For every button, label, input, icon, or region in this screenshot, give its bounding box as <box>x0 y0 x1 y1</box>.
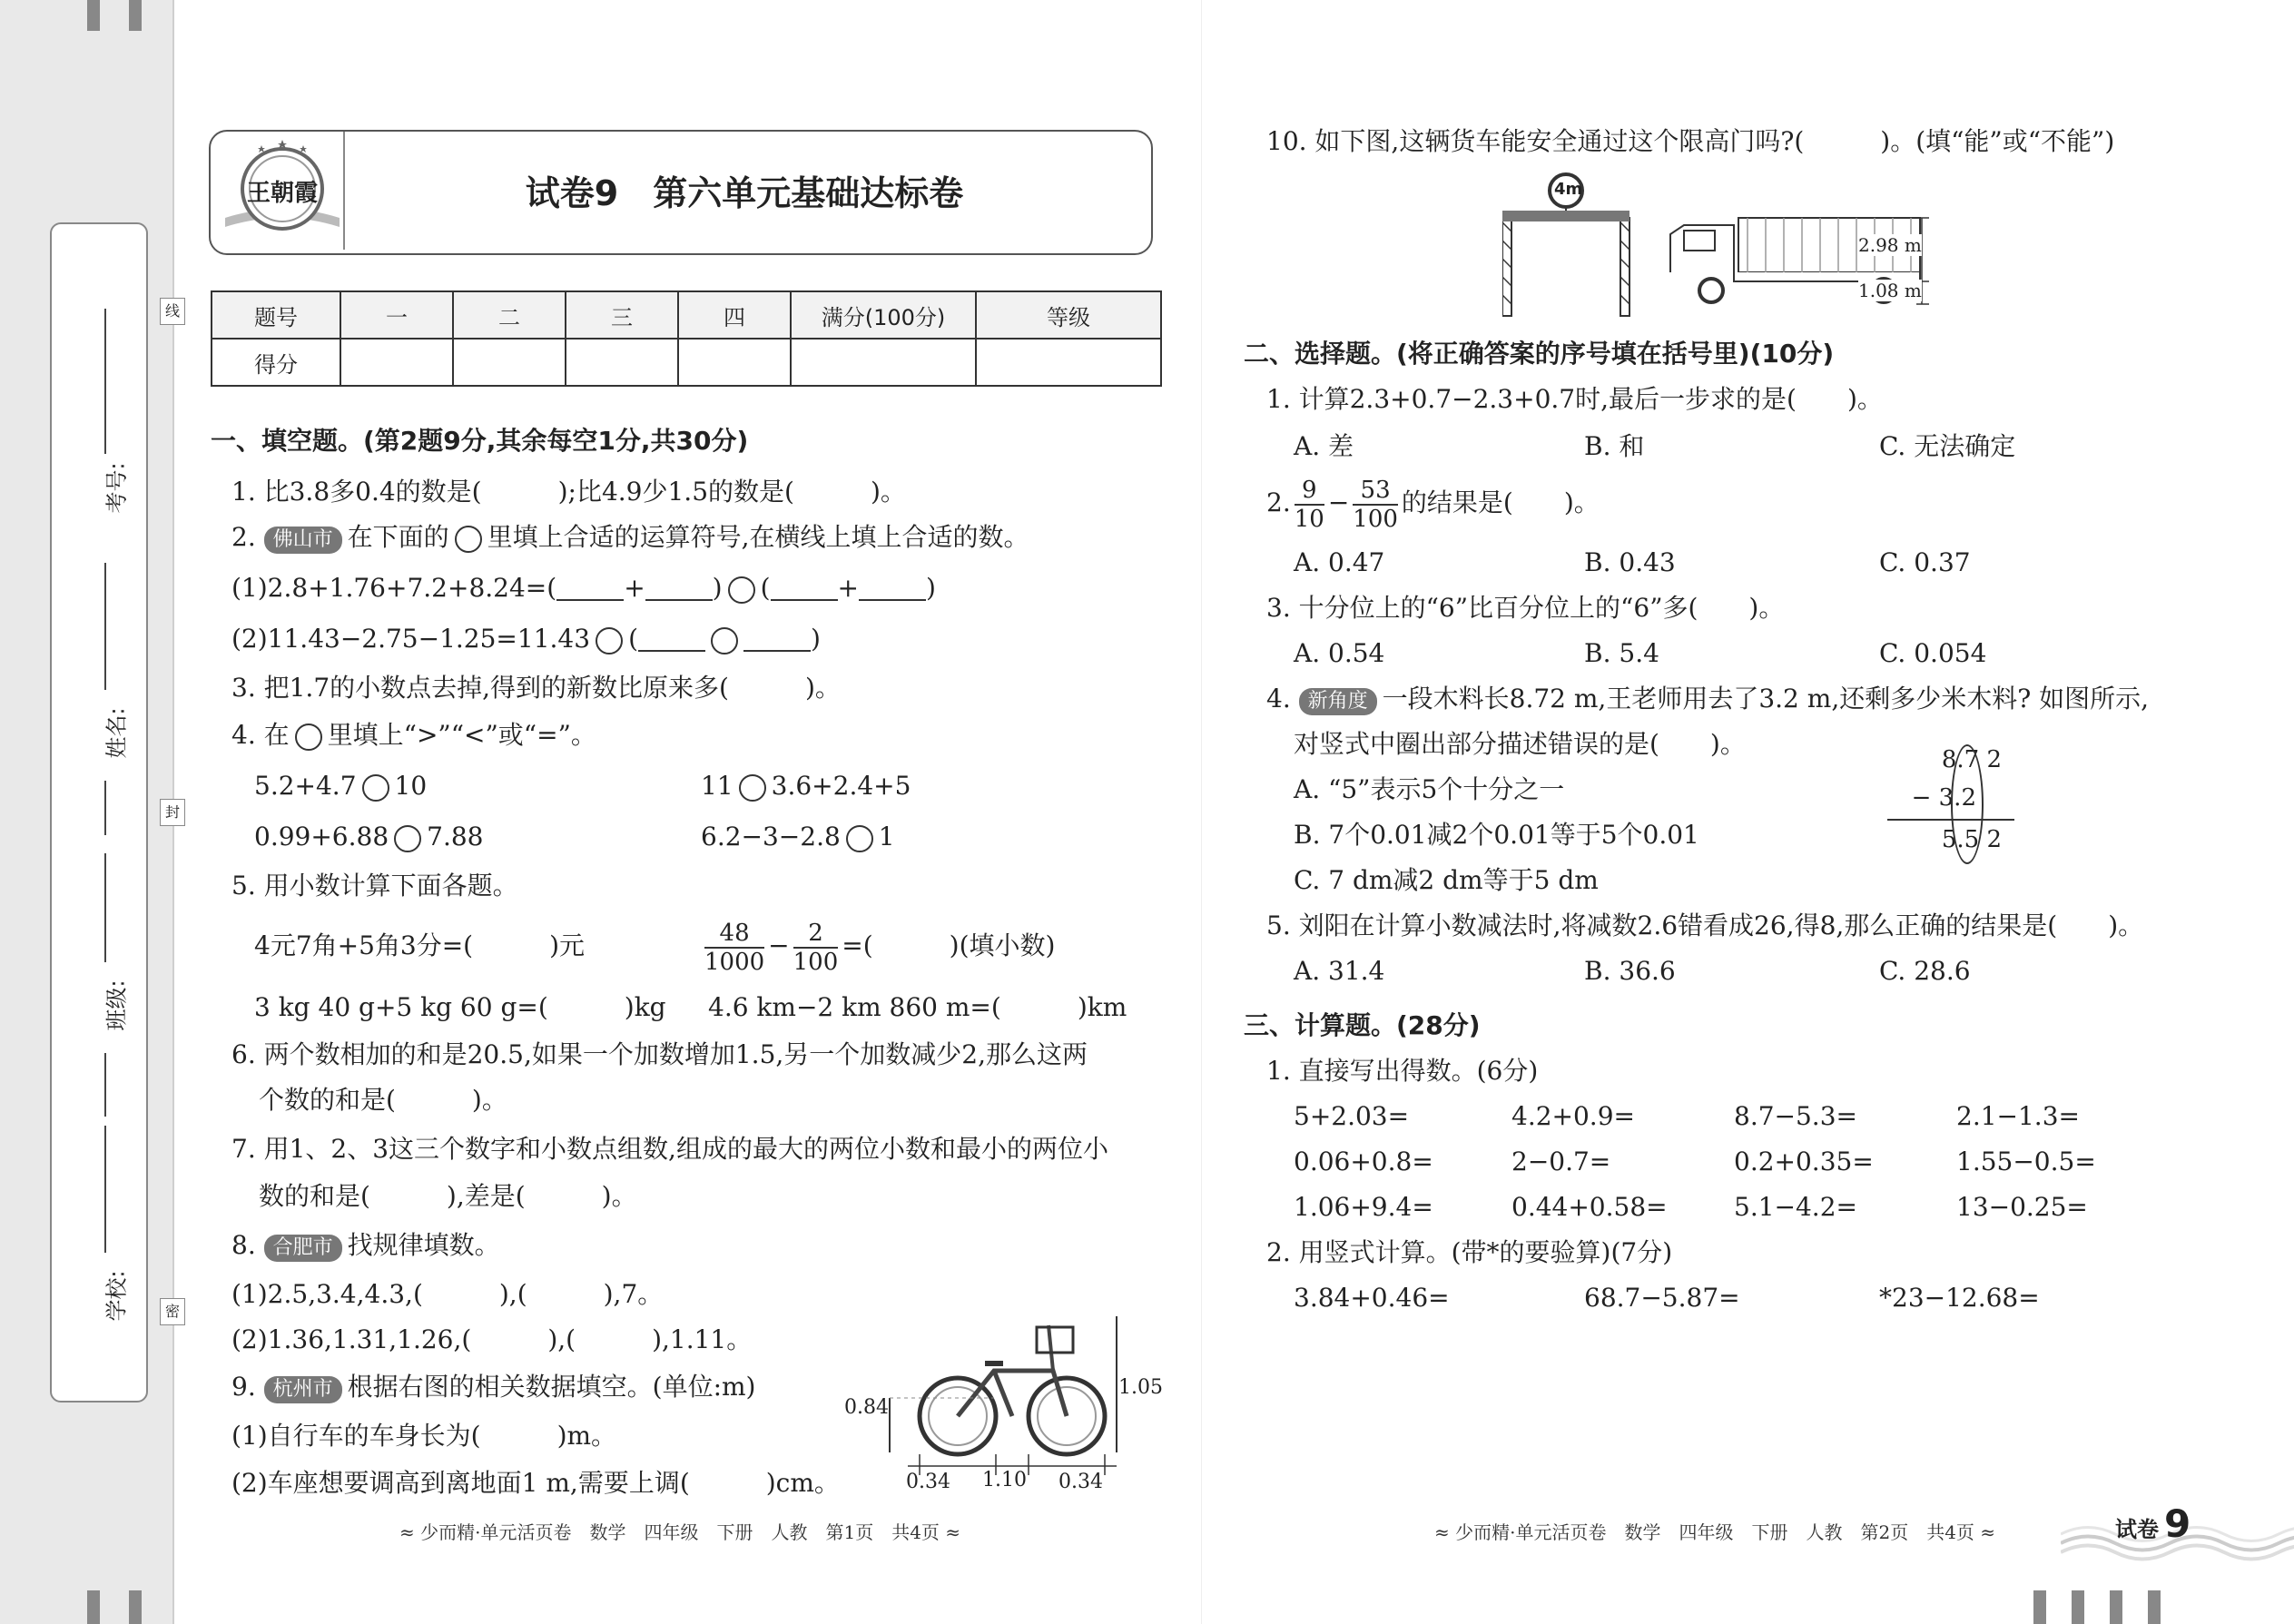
q1-3: 3. 把1.7的小数点去掉,得到的新数比原来多( )。 <box>231 673 841 703</box>
region-tag: 杭州市 <box>264 1376 342 1403</box>
q1-5-c: 3 kg 40 g+5 kg 60 g=( )kg <box>254 992 666 1022</box>
truck-height-1: 2.98 m <box>1858 234 1922 256</box>
score-cell-2[interactable] <box>453 339 566 386</box>
calc-item: 4.2+0.9= <box>1511 1101 1635 1131</box>
p2-q5-opt-b[interactable]: B. 36.6 <box>1584 956 1676 986</box>
page-fold <box>1201 0 1202 1624</box>
bike-height-label: 0.84 <box>844 1396 889 1419</box>
operator-circle[interactable] <box>596 627 623 655</box>
calc-item: 5+2.03= <box>1294 1101 1410 1131</box>
part3-heading: 三、计算题。(28分) <box>1244 1010 1481 1040</box>
q1-4-item4: 6.2−3−2.8 1 <box>701 822 895 851</box>
p2-q1: 1. 计算2.3+0.7−2.3+0.7时,最后一步求的是( )。 <box>1266 384 1883 414</box>
bike-mid-label: 1.10 <box>982 1469 1027 1491</box>
q1-6a: 6. 两个数相加的和是20.5,如果一个加数增加1.5,另一个加数减少2,那么这两 <box>231 1039 1088 1069</box>
fraction: $\frac{53}{100}$ <box>1353 476 1398 533</box>
truck-height-2: 1.08 m <box>1858 280 1922 301</box>
vertical-subtraction: 8.7 2 − 3.2 5.5 2 <box>1884 746 2020 864</box>
answer-blank[interactable] <box>859 579 926 601</box>
calc-item: 0.44+0.58= <box>1511 1192 1668 1222</box>
q1-8-2: (2)1.36,1.31,1.26,( ),( ),1.11。 <box>231 1324 753 1354</box>
binding-marks-top <box>87 0 100 31</box>
q1-5-a: 4元7角+5角3分=( )元 <box>254 930 586 960</box>
answer-blank[interactable] <box>645 579 713 601</box>
calc-item: 0.06+0.8= <box>1294 1147 1433 1176</box>
p2-q4-line2: 对竖式中圈出部分描述错误的是( )。 <box>1294 729 1746 759</box>
calc-item: 13−0.25= <box>1956 1192 2088 1222</box>
compare-circle[interactable] <box>846 825 873 852</box>
field-school[interactable]: 学校: <box>54 1126 142 1380</box>
q1-4-item3: 0.99+6.88 7.88 <box>254 822 484 851</box>
p2-q2: 2. $\frac{9}{10}$ − $\frac{53}{100}$ 的结果是( )。 <box>1266 476 1600 533</box>
binding-mark-line: 线 <box>160 298 185 325</box>
part1-heading: 一、填空题。(第2题9分,其余每空1分,共30分) <box>211 426 749 456</box>
calc-item: 1.55−0.5= <box>1956 1147 2096 1176</box>
circled-digits-mark <box>1951 744 1984 864</box>
answer-blank[interactable] <box>743 630 811 652</box>
p2-q3: 3. 十分位上的“6”比百分位上的“6”多( )。 <box>1266 593 1785 623</box>
q1-8: 8. 合肥市 找规律填数。 <box>231 1230 500 1260</box>
q1-2: 2. 佛山市 在下面的 里填上合适的运算符号,在横线上填上合适的数。 <box>231 522 1029 552</box>
q1-9-1: (1)自行车的车身长为( )m。 <box>231 1421 617 1451</box>
p2-q4: 4. 新角度 一段木料长8.72 m,王老师用去了3.2 m,还剩多少米木料? 如图所示, <box>1266 684 2150 714</box>
exam-badge: 试卷 9 <box>2115 1501 2191 1546</box>
q1-5-b: $\frac{48}{1000}$ − $\frac{2}{100}$ =( )(填小数) <box>704 919 1056 976</box>
score-table: 题号 一 二 三 四 满分(100分) 等级 得分 <box>211 290 1162 387</box>
p2-q4-opt-a[interactable]: A. “5”表示5个十分之一 <box>1294 774 1565 804</box>
score-cell-total[interactable] <box>791 339 976 386</box>
q1-7a: 7. 用1、2、3这三个数字和小数点组数,组成的最大的两位小数和最小的两位小 <box>231 1134 1108 1164</box>
q10: 10. 如下图,这辆货车能安全通过这个限高门吗?( )。(填“能”或“不能”) <box>1266 126 2115 156</box>
truck-figure <box>1502 172 1956 318</box>
q1-9: 9. 杭州市 根据右图的相关数据填空。(单位:m) <box>231 1372 756 1402</box>
binding-mark-secret: 密 <box>160 1298 185 1325</box>
q1-6b: 个数的和是( )。 <box>259 1085 507 1115</box>
calc-item: 1.06+9.4= <box>1294 1192 1433 1222</box>
p2-q5-opt-c[interactable]: C. 28.6 <box>1879 956 1971 986</box>
q1-7b: 数的和是( ),差是( )。 <box>259 1181 637 1211</box>
p2-q3-opt-c[interactable]: C. 0.054 <box>1879 638 1987 668</box>
q1-4-item2: 11 3.6+2.4+5 <box>701 771 911 801</box>
bike-left-label: 0.34 <box>906 1471 950 1493</box>
header-logo <box>223 136 341 245</box>
q1-5-d: 4.6 km−2 km 860 m=( )km <box>708 992 1127 1022</box>
vert-calc-item: 68.7−5.87= <box>1584 1283 1740 1313</box>
answer-blank[interactable] <box>771 579 838 601</box>
p2-q2-opt-a[interactable]: A. 0.47 <box>1294 547 1385 577</box>
p2-q1-opt-b[interactable]: B. 和 <box>1584 431 1645 461</box>
q1-1: 1. 比3.8多0.4的数是( );比4.9少1.5的数是( )。 <box>231 477 906 507</box>
footer-left: ≈ 少而精·单元活页卷 数学 四年级 下册 人教 第1页 共4页 ≈ <box>399 1521 961 1543</box>
field-exam-number[interactable]: 考号: <box>54 309 142 581</box>
p3-q1: 1. 直接写出得数。(6分) <box>1266 1056 1539 1086</box>
region-tag: 合肥市 <box>264 1235 342 1262</box>
vert-calc-item: *23−12.68= <box>1879 1283 2040 1313</box>
binding-mark-seal: 封 <box>160 799 185 826</box>
q1-9-2: (2)车座想要调高到离地面1 m,需要上调( )cm。 <box>231 1468 840 1498</box>
operator-circle[interactable] <box>711 627 738 655</box>
answer-blank[interactable] <box>556 579 624 601</box>
p2-q2-opt-b[interactable]: B. 0.43 <box>1584 547 1676 577</box>
field-name[interactable]: 姓名: <box>54 563 142 835</box>
gate-sign: 4m <box>1554 180 1583 199</box>
calc-item: 0.2+0.35= <box>1734 1147 1874 1176</box>
q1-2-2: (2)11.43−2.75−1.25=11.43 ( ) <box>231 624 821 654</box>
p2-q4-opt-c[interactable]: C. 7 dm减2 dm等于5 dm <box>1294 865 1599 895</box>
field-class[interactable]: 班级: <box>54 835 142 1107</box>
bike-total-label: 1.05 <box>1118 1376 1163 1399</box>
part2-heading: 二、选择题。(将正确答案的序号填在括号里)(10分) <box>1244 339 1835 369</box>
calc-item: 8.7−5.3= <box>1734 1101 1857 1131</box>
vert-calc-item: 3.84+0.46= <box>1294 1283 1450 1313</box>
calc-item: 5.1−4.2= <box>1734 1192 1857 1222</box>
score-cell-grade[interactable] <box>976 339 1161 386</box>
p2-q4-opt-b[interactable]: B. 7个0.01减2个0.01等于5个0.01 <box>1294 820 1699 850</box>
p2-q5-opt-a[interactable]: A. 31.4 <box>1294 956 1385 986</box>
p2-q3-opt-b[interactable]: B. 5.4 <box>1584 638 1659 668</box>
compare-circle[interactable] <box>362 774 389 802</box>
p3-q2: 2. 用竖式计算。(带*的要验算)(7分) <box>1266 1237 1673 1267</box>
p2-q3-opt-a[interactable]: A. 0.54 <box>1294 638 1385 668</box>
fraction: $\frac{2}{100}$ <box>793 919 839 976</box>
fraction: $\frac{9}{10}$ <box>1294 476 1324 533</box>
calc-item: 2−0.7= <box>1511 1147 1611 1176</box>
q1-2-1: (1)2.8+1.76+7.2+8.24=( + ) ( + ) <box>231 573 936 603</box>
operator-circle <box>455 526 482 553</box>
q1-4-item1: 5.2+4.7 10 <box>254 771 428 801</box>
footer-right: ≈ 少而精·单元活页卷 数学 四年级 下册 人教 第2页 共4页 ≈ <box>1434 1521 1996 1543</box>
binding-marks-bottom-right <box>2033 1590 2046 1624</box>
answer-blank[interactable] <box>638 630 705 652</box>
p2-q1-opt-c[interactable]: C. 无法确定 <box>1879 431 2016 461</box>
q1-5: 5. 用小数计算下面各题。 <box>231 871 518 901</box>
p2-q5: 5. 刘阳在计算小数减法时,将减数2.6错看成26,得8,那么正确的结果是( )。 <box>1266 910 2144 940</box>
page-title: 试卷9 第六单元基础达标卷 <box>525 173 964 213</box>
compare-circle[interactable] <box>394 825 421 852</box>
score-cell-1[interactable] <box>340 339 453 386</box>
operator-circle[interactable] <box>728 576 755 604</box>
region-tag: 佛山市 <box>264 527 342 554</box>
compare-circle[interactable] <box>739 774 766 802</box>
q1-8-1: (1)2.5,3.4,4.3,( ),( ),7。 <box>231 1279 664 1309</box>
logo-text: 王朝霞 <box>246 180 318 207</box>
calc-item: 2.1−1.3= <box>1956 1101 2080 1131</box>
bike-right-label: 0.34 <box>1058 1471 1103 1493</box>
new-angle-tag: 新角度 <box>1299 688 1377 715</box>
score-cell-4[interactable] <box>678 339 791 386</box>
p2-q1-opt-a[interactable]: A. 差 <box>1294 431 1354 461</box>
compare-circle <box>295 723 322 751</box>
binding-marks-bottom <box>87 1590 100 1624</box>
bicycle-figure <box>835 1307 1171 1498</box>
q1-4: 4. 在 里填上“>”“<”或“=”。 <box>231 720 596 750</box>
fraction: $\frac{48}{1000}$ <box>704 919 765 976</box>
score-cell-3[interactable] <box>566 339 678 386</box>
p2-q2-opt-c[interactable]: C. 0.37 <box>1879 547 1971 577</box>
